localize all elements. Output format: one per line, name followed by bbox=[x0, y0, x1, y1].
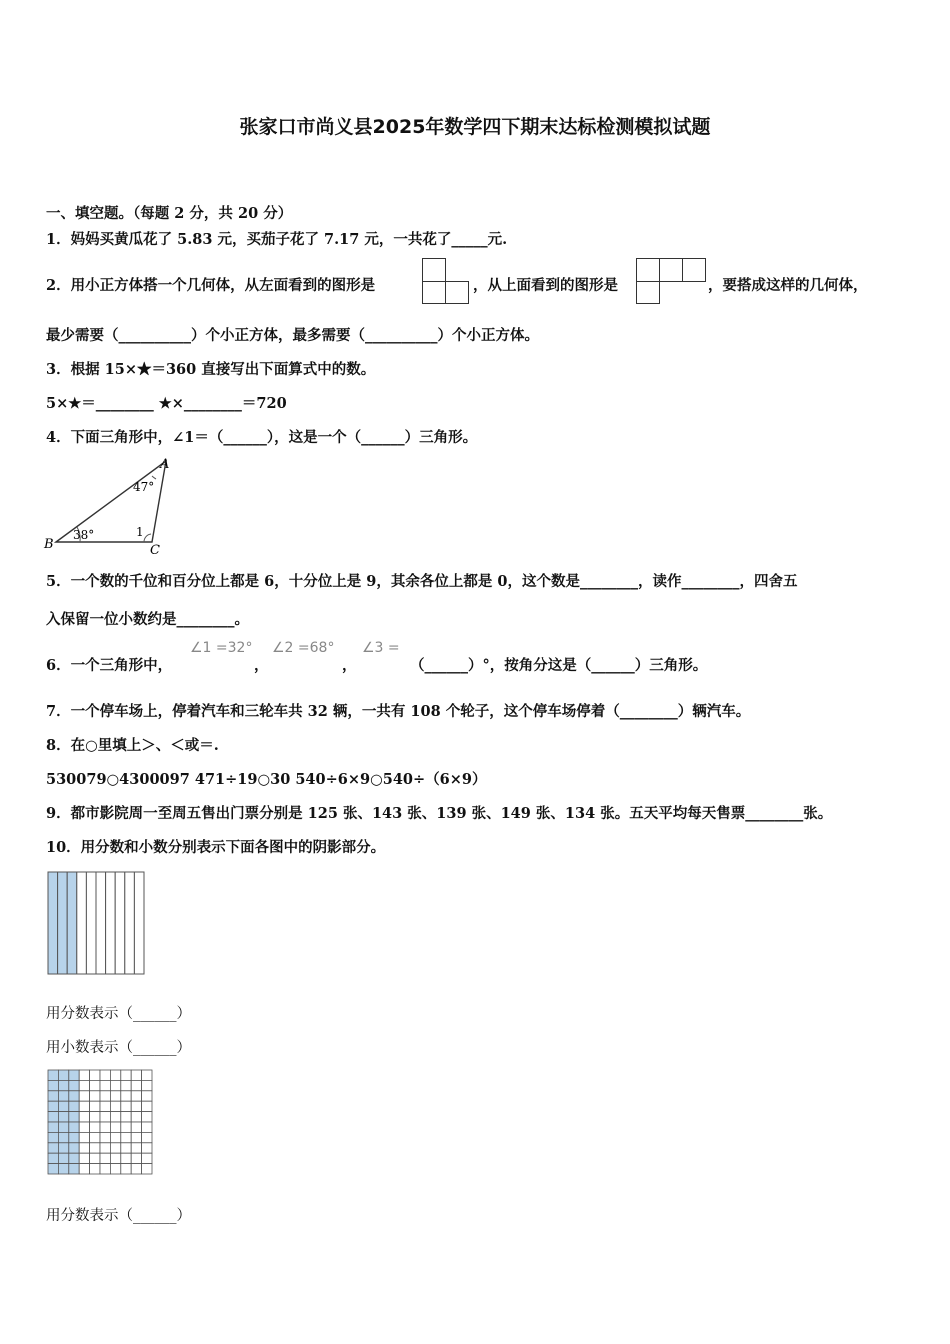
grid-cell bbox=[131, 1143, 141, 1153]
grid-cell bbox=[131, 1091, 141, 1101]
grid-cell bbox=[90, 1132, 100, 1142]
grid-cell bbox=[79, 1101, 89, 1111]
question-7: 7．一个停车场上，停着汽车和三轮车共 32 辆，一共有 108 个轮子，这个停车场停着（________）辆汽车。 bbox=[46, 703, 751, 720]
strip-cell bbox=[125, 872, 135, 974]
question-6-comma-1: ， bbox=[254, 657, 269, 674]
question-1: 1．妈妈买黄瓜花了 5.83 元，买茄子花了 7.17 元，一共花了_____元. bbox=[46, 231, 508, 248]
angle-a-arc bbox=[152, 476, 156, 479]
grid-cell bbox=[48, 1164, 58, 1174]
grid-cell bbox=[142, 1091, 152, 1101]
grid-cell bbox=[58, 1143, 68, 1153]
question-5-part-a: 5．一个数的千位和百分位上都是 6，十分位上是 9，其余各位上都是 0，这个数是________，读作________，四舍五 bbox=[46, 573, 798, 590]
vertex-b-label: B bbox=[44, 537, 54, 552]
strip-cell bbox=[48, 872, 58, 974]
grid-cell bbox=[131, 1070, 141, 1080]
question-6-angle-2: ∠2 =68° bbox=[272, 640, 335, 656]
grid-cell bbox=[100, 1164, 110, 1174]
top-view-figure bbox=[636, 258, 708, 304]
grid-cell bbox=[90, 1153, 100, 1163]
grid-cell bbox=[142, 1122, 152, 1132]
hundred-grid-figure bbox=[46, 1068, 154, 1176]
grid-cell bbox=[100, 1091, 110, 1101]
grid-cell bbox=[110, 1112, 120, 1122]
grid-cell bbox=[69, 1132, 79, 1142]
triangle-figure bbox=[40, 456, 180, 556]
grid-cell bbox=[48, 1091, 58, 1101]
strip-cell bbox=[67, 872, 77, 974]
section-heading: 一、填空题。（每题 2 分，共 20 分） bbox=[46, 205, 293, 222]
grid-cell bbox=[100, 1070, 110, 1080]
grid-cell bbox=[142, 1153, 152, 1163]
grid-cell bbox=[110, 1122, 120, 1132]
grid-cell bbox=[110, 1153, 120, 1163]
grid-cell bbox=[69, 1143, 79, 1153]
grid-cell bbox=[100, 1112, 110, 1122]
grid-cell bbox=[79, 1143, 89, 1153]
grid-cell bbox=[48, 1122, 58, 1132]
grid-cell bbox=[121, 1122, 131, 1132]
grid-cell bbox=[100, 1153, 110, 1163]
grid-cell bbox=[90, 1143, 100, 1153]
question-8: 8．在○里填上＞、＜或＝. bbox=[46, 737, 219, 754]
grid-cell bbox=[100, 1122, 110, 1132]
strip-cell bbox=[106, 872, 116, 974]
grid-cell bbox=[131, 1080, 141, 1090]
grid-cell bbox=[69, 1164, 79, 1174]
grid-cell bbox=[79, 1132, 89, 1142]
grid-cell bbox=[110, 1132, 120, 1142]
grid-cell bbox=[121, 1143, 131, 1153]
vertex-c-label: C bbox=[150, 543, 160, 556]
grid-cell bbox=[110, 1101, 120, 1111]
grid-cell bbox=[121, 1070, 131, 1080]
grid-cell bbox=[69, 1080, 79, 1090]
grid-cell bbox=[142, 1070, 152, 1080]
grid-cell bbox=[69, 1101, 79, 1111]
grid-cell bbox=[131, 1101, 141, 1111]
grid-cell bbox=[121, 1112, 131, 1122]
grid-cell bbox=[69, 1070, 79, 1080]
vertex-a-label: A bbox=[160, 457, 170, 472]
grid-cell bbox=[58, 1101, 68, 1111]
grid-cell bbox=[131, 1132, 141, 1142]
grid-cell bbox=[121, 1091, 131, 1101]
question-10: 10．用分数和小数分别表示下面各图中的阴影部分。 bbox=[46, 839, 386, 856]
grid-cell bbox=[79, 1091, 89, 1101]
strip-cell bbox=[96, 872, 106, 974]
grid-cell bbox=[90, 1101, 100, 1111]
grid-cell bbox=[58, 1132, 68, 1142]
grid-cell bbox=[58, 1112, 68, 1122]
fig1-fraction-label: 用分数表示（______） bbox=[46, 1006, 191, 1022]
grid-cell bbox=[48, 1080, 58, 1090]
strip-cell bbox=[58, 872, 68, 974]
grid-cell bbox=[48, 1132, 58, 1142]
grid-cell bbox=[110, 1164, 120, 1174]
grid-cell bbox=[69, 1153, 79, 1163]
strip-figure bbox=[46, 870, 148, 976]
strip-cell bbox=[77, 872, 87, 974]
grid-cell bbox=[58, 1122, 68, 1132]
question-6-part-a: 6．一个三角形中， bbox=[46, 657, 173, 674]
grid-cell bbox=[58, 1164, 68, 1174]
grid-cell bbox=[69, 1122, 79, 1132]
grid-cell bbox=[142, 1132, 152, 1142]
question-5-part-b: 入保留一位小数约是________。 bbox=[46, 611, 249, 628]
grid-cell bbox=[142, 1101, 152, 1111]
grid-cell bbox=[142, 1143, 152, 1153]
grid-cell bbox=[48, 1143, 58, 1153]
grid-cell bbox=[121, 1153, 131, 1163]
grid-cell bbox=[48, 1153, 58, 1163]
grid-cell bbox=[100, 1101, 110, 1111]
grid-cell bbox=[142, 1164, 152, 1174]
left-view-figure bbox=[422, 258, 470, 304]
grid-cell bbox=[79, 1080, 89, 1090]
grid-cell bbox=[58, 1080, 68, 1090]
grid-cell bbox=[48, 1112, 58, 1122]
grid-cell bbox=[131, 1122, 141, 1132]
grid-cell bbox=[48, 1101, 58, 1111]
grid-cell bbox=[90, 1070, 100, 1080]
grid-cell bbox=[58, 1070, 68, 1080]
grid-cell bbox=[90, 1164, 100, 1174]
grid-cell bbox=[69, 1091, 79, 1101]
question-4: 4．下面三角形中，∠1＝（______），这是一个（______）三角形。 bbox=[46, 429, 478, 446]
grid-cell bbox=[110, 1080, 120, 1090]
grid-cell bbox=[90, 1112, 100, 1122]
grid-cell bbox=[142, 1080, 152, 1090]
grid-cell bbox=[79, 1122, 89, 1132]
grid-cell bbox=[79, 1112, 89, 1122]
strip-cell bbox=[134, 872, 144, 974]
grid-cell bbox=[110, 1143, 120, 1153]
angle-a-value: 47° bbox=[133, 480, 155, 494]
angle-1-label: 1 bbox=[136, 525, 144, 539]
grid-cell bbox=[79, 1070, 89, 1080]
question-6-angle-1: ∠1 =32° bbox=[190, 640, 253, 656]
question-2-part-c: ，要搭成这样的几何体， bbox=[708, 277, 868, 294]
grid-cell bbox=[100, 1080, 110, 1090]
grid-cell bbox=[110, 1091, 120, 1101]
question-6-angle-3: ∠3 = bbox=[362, 640, 400, 656]
grid-cell bbox=[131, 1164, 141, 1174]
question-6-comma-2: ， bbox=[342, 657, 357, 674]
grid-cell bbox=[121, 1101, 131, 1111]
grid-cell bbox=[58, 1091, 68, 1101]
question-2-part-a: 2．用小正方体搭一个几何体，从左面看到的图形是 bbox=[46, 277, 376, 294]
grid-cell bbox=[131, 1153, 141, 1163]
strip-cell bbox=[115, 872, 125, 974]
grid-cell bbox=[121, 1080, 131, 1090]
fig1-decimal-label: 用小数表示（______） bbox=[46, 1040, 191, 1056]
strip-cell bbox=[86, 872, 96, 974]
grid-cell bbox=[90, 1122, 100, 1132]
grid-cell bbox=[100, 1143, 110, 1153]
question-2-part-d: 最少需要（__________）个小正方体，最多需要（__________）个小正方体。 bbox=[46, 327, 539, 344]
question-9: 9．都市影院周一至周五售出门票分别是 125 张、143 张、139 张、149 张、134 张。五天平均每天售票________张。 bbox=[46, 805, 833, 822]
page-title: 张家口市尚义县2025年数学四下期末达标检测模拟试题 bbox=[239, 116, 711, 138]
grid-cell bbox=[121, 1132, 131, 1142]
grid-cell bbox=[48, 1070, 58, 1080]
question-3-sub: 5×★＝________ ★×________＝720 bbox=[46, 395, 287, 412]
grid-cell bbox=[58, 1153, 68, 1163]
grid-cell bbox=[90, 1080, 100, 1090]
question-8-sub: 530079○4300097 471÷19○30 540÷6×9○540÷（6×9） bbox=[46, 771, 487, 788]
grid-cell bbox=[142, 1112, 152, 1122]
question-3: 3．根据 15×★＝360 直接写出下面算式中的数。 bbox=[46, 361, 376, 378]
question-6-part-b: （______）°，按角分这是（______）三角形。 bbox=[410, 657, 708, 674]
grid-cell bbox=[100, 1132, 110, 1142]
fig2-fraction-label: 用分数表示（______） bbox=[46, 1208, 191, 1224]
grid-cell bbox=[131, 1112, 141, 1122]
angle-c-arc bbox=[144, 534, 151, 542]
grid-cell bbox=[69, 1112, 79, 1122]
grid-cell bbox=[79, 1153, 89, 1163]
grid-cell bbox=[110, 1070, 120, 1080]
angle-b-value: 38° bbox=[73, 528, 95, 542]
grid-cell bbox=[121, 1164, 131, 1174]
grid-cell bbox=[79, 1164, 89, 1174]
grid-cell bbox=[90, 1091, 100, 1101]
question-2-part-b: ，从上面看到的图形是 bbox=[473, 277, 618, 294]
